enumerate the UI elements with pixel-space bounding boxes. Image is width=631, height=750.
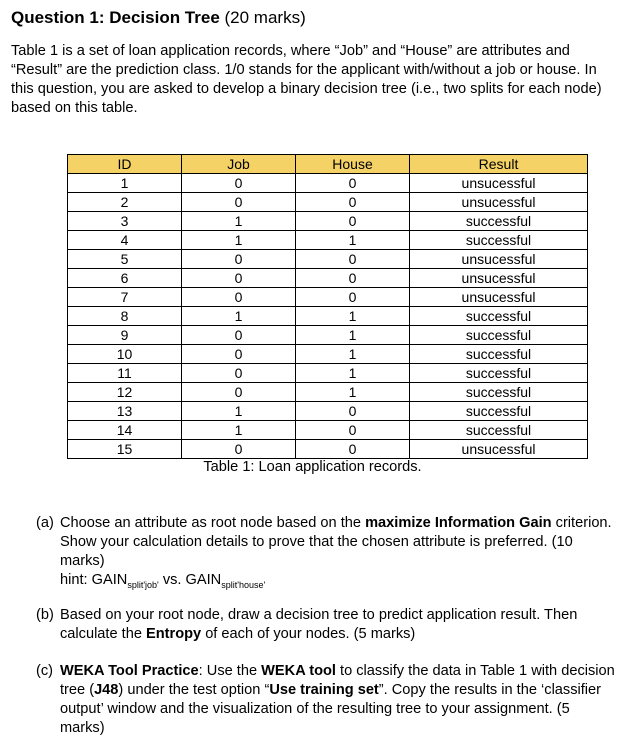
- part-b-text-2: of each of your nodes. (5 marks): [201, 626, 416, 642]
- title-bold: Question 1: Decision Tree: [11, 8, 220, 27]
- cell-job: 0: [182, 326, 296, 345]
- cell-house: 1: [296, 231, 410, 250]
- part-a-bold-1: maximize Information Gain: [365, 515, 552, 531]
- hint-prefix: hint: GAIN: [60, 572, 128, 588]
- part-c-bold-4: Use training set: [269, 682, 379, 698]
- part-a-hint: [60, 572, 265, 588]
- table-body: [68, 174, 588, 459]
- part-c-bold-3: J48: [94, 682, 119, 698]
- cell-result: unsucessful: [410, 269, 588, 288]
- cell-result: successful: [410, 402, 588, 421]
- cell-job: 0: [182, 364, 296, 383]
- header-id: ID: [68, 155, 182, 174]
- cell-result: unsucessful: [410, 193, 588, 212]
- part-b-label: (b): [36, 607, 54, 623]
- cell-house: 0: [296, 174, 410, 193]
- part-c-text-2: to classify the data in Table 1 with decision tree (: [60, 663, 615, 698]
- table-row: [68, 421, 588, 440]
- hint-sub-job: split'job': [127, 579, 159, 590]
- cell-house: 1: [296, 326, 410, 345]
- table-row: [68, 269, 588, 288]
- cell-id: 1: [68, 174, 182, 193]
- intro-paragraph: Table 1 is a set of loan application records, where “Job” and “House” are attributes and “Result” are the prediction class. 1/0 stands for the applicant with/without a job or house. In this question, you are asked to develop a binary decision tree (i.e., two splits for each node) based on this table.: [11, 43, 602, 116]
- part-c-text-4: ”. Copy the results in the ‘classifier output’ window and the visualization of the resulting tree to your assignment. (5 marks): [60, 682, 602, 736]
- cell-house: 0: [296, 269, 410, 288]
- table-header-row: [68, 155, 588, 174]
- table-row: [68, 288, 588, 307]
- part-b-text-1: Based on your root node, draw a decision tree to predict application result. Then calculate the: [60, 607, 578, 642]
- table-row: [68, 231, 588, 250]
- cell-job: 0: [182, 288, 296, 307]
- table-row: [68, 212, 588, 231]
- part-b: [36, 606, 616, 644]
- cell-job: 1: [182, 212, 296, 231]
- cell-result: unsucessful: [410, 174, 588, 193]
- cell-id: 3: [68, 212, 182, 231]
- table-caption: Table 1: Loan application records.: [203, 459, 422, 475]
- cell-id: 10: [68, 345, 182, 364]
- cell-job: 0: [182, 250, 296, 269]
- table-row: [68, 193, 588, 212]
- cell-result: successful: [410, 364, 588, 383]
- cell-job: 0: [182, 174, 296, 193]
- cell-id: 5: [68, 250, 182, 269]
- question-title: [11, 8, 306, 28]
- table-row: [68, 402, 588, 421]
- part-a-label: (a): [36, 515, 54, 531]
- table-row: [68, 250, 588, 269]
- table-row: [68, 307, 588, 326]
- cell-result: successful: [410, 231, 588, 250]
- header-result: Result: [410, 155, 588, 174]
- cell-house: 1: [296, 345, 410, 364]
- cell-result: unsucessful: [410, 440, 588, 459]
- table-row: [68, 364, 588, 383]
- table-row: [68, 326, 588, 345]
- cell-id: 6: [68, 269, 182, 288]
- cell-house: 0: [296, 212, 410, 231]
- cell-result: unsucessful: [410, 288, 588, 307]
- table-row: [68, 383, 588, 402]
- hint-mid: vs. GAIN: [158, 572, 222, 588]
- cell-house: 1: [296, 383, 410, 402]
- table-row: [68, 440, 588, 459]
- cell-house: 0: [296, 193, 410, 212]
- table-row: [68, 345, 588, 364]
- part-b-bold-1: Entropy: [146, 626, 202, 642]
- cell-job: 1: [182, 421, 296, 440]
- table-row: [68, 174, 588, 193]
- cell-house: 1: [296, 307, 410, 326]
- header-house: House: [296, 155, 410, 174]
- cell-result: successful: [410, 345, 588, 364]
- cell-id: 4: [68, 231, 182, 250]
- part-a-text-1: Choose an attribute as root node based on the: [60, 515, 366, 531]
- cell-job: 1: [182, 231, 296, 250]
- part-c-text-3: ) under the test option “: [118, 682, 270, 698]
- cell-house: 0: [296, 440, 410, 459]
- cell-job: 0: [182, 383, 296, 402]
- part-c: [36, 662, 616, 738]
- cell-result: unsucessful: [410, 250, 588, 269]
- cell-house: 0: [296, 421, 410, 440]
- cell-result: successful: [410, 212, 588, 231]
- title-marks: (20 marks): [224, 8, 306, 27]
- part-c-bold-2: WEKA tool: [261, 663, 336, 679]
- part-a-text-2: criterion. Show your calculation details to prove that the chosen attribute is preferred. (10 marks): [60, 515, 612, 569]
- loan-table: [67, 154, 588, 459]
- cell-result: successful: [410, 383, 588, 402]
- cell-result: successful: [410, 326, 588, 345]
- cell-job: 0: [182, 345, 296, 364]
- hint-sub-house: split'house': [221, 579, 266, 590]
- cell-id: 7: [68, 288, 182, 307]
- cell-id: 9: [68, 326, 182, 345]
- cell-id: 12: [68, 383, 182, 402]
- header-job: Job: [182, 155, 296, 174]
- cell-job: 1: [182, 307, 296, 326]
- cell-id: 13: [68, 402, 182, 421]
- cell-id: 14: [68, 421, 182, 440]
- cell-house: 0: [296, 288, 410, 307]
- part-c-text-1: : Use the: [198, 663, 262, 679]
- cell-job: 0: [182, 193, 296, 212]
- cell-id: 2: [68, 193, 182, 212]
- part-c-label: (c): [36, 663, 54, 679]
- part-c-bold-1: WEKA Tool Practice: [60, 663, 199, 679]
- part-a: [36, 514, 616, 595]
- cell-id: 11: [68, 364, 182, 383]
- cell-id: 8: [68, 307, 182, 326]
- cell-job: 0: [182, 269, 296, 288]
- cell-id: 15: [68, 440, 182, 459]
- cell-house: 1: [296, 364, 410, 383]
- cell-job: 0: [182, 440, 296, 459]
- cell-house: 0: [296, 250, 410, 269]
- cell-job: 1: [182, 402, 296, 421]
- cell-house: 0: [296, 402, 410, 421]
- cell-result: successful: [410, 307, 588, 326]
- cell-result: successful: [410, 421, 588, 440]
